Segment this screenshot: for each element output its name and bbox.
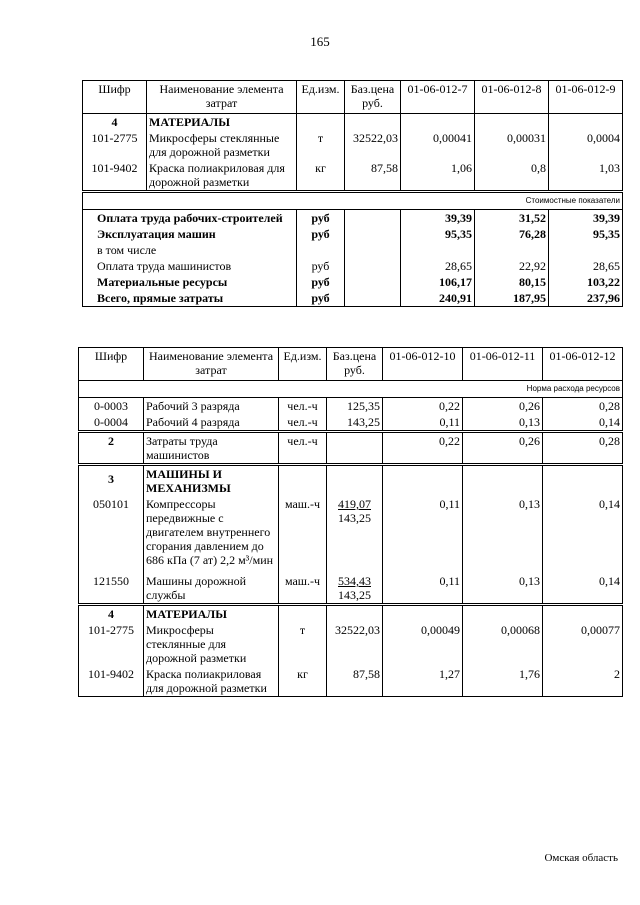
row-price: 125,35 [327,398,383,415]
resource-table-2 [78,347,623,697]
row-price: 87,58 [327,666,383,697]
total-value: 39,39 [401,210,475,227]
total-value: 187,95 [475,290,549,307]
row-value: 1,03 [549,160,623,192]
row-unit: т [297,130,345,160]
section-number: 4 [79,605,144,623]
row-value: 0,13 [463,414,543,432]
total-name: Оплата труда рабочих-строителей [83,210,297,227]
col-header-norm-10: 01-06-012-10 [383,348,463,381]
row-price-sub: 143,25 [338,588,371,602]
total-value: 39,39 [549,210,623,227]
row-unit: кг [279,666,327,697]
total-name: Оплата труда машинистов [83,258,297,274]
total-value: 76,28 [475,226,549,242]
table-row [79,496,623,568]
row-value: 0,11 [383,496,463,568]
row-value: 0,11 [383,568,463,605]
row-code: 101-2775 [79,622,144,666]
total-name: Эксплуатация машин [83,226,297,242]
note-row [83,192,623,210]
row-value: 0,26 [463,398,543,415]
row-unit: т [279,622,327,666]
total-unit: руб [297,210,345,227]
row-value: 0,28 [543,398,623,415]
col-header-norm-7: 01-06-012-7 [401,81,475,114]
table-row [79,432,623,465]
total-value: 95,35 [549,226,623,242]
total-value: 237,96 [549,290,623,307]
section-row [79,465,623,497]
row-value: 0,13 [463,568,543,605]
row-value: 0,14 [543,414,623,432]
col-header-unit: Ед.изм. [279,348,327,381]
row-code: 101-9402 [79,666,144,697]
total-row [83,210,623,227]
total-name: Всего, прямые затраты [83,290,297,307]
row-name: Краска полиакриловая для дорожной разметки [147,160,297,192]
region-footer: Омская область [544,852,618,864]
row-value: 1,06 [401,160,475,192]
col-header-name: Наименование элемента затрат [147,81,297,114]
row-value: 0,00077 [543,622,623,666]
col-header-norm-9: 01-06-012-9 [549,81,623,114]
row-value: 0,13 [463,496,543,568]
row-price: 87,58 [345,160,401,192]
cost-table-1 [82,80,623,307]
total-name: в том числе [83,242,297,258]
total-row [83,226,623,242]
row-price: 32522,03 [345,130,401,160]
total-name: Материальные ресурсы [83,274,297,290]
row-value: 0,22 [383,398,463,415]
section-number: 4 [83,114,147,131]
row-price: 143,25 [327,414,383,432]
col-header-norm-11: 01-06-012-11 [463,348,543,381]
section-title: МАШИНЫ И МЕХАНИЗМЫ [144,465,279,497]
row-value: 2 [543,666,623,697]
row-value: 0,00041 [401,130,475,160]
col-header-name: Наименование элемента затрат [144,348,279,381]
total-row [83,290,623,307]
total-unit: руб [297,274,345,290]
total-value: 95,35 [401,226,475,242]
row-code: 0-0004 [79,414,144,432]
row-code: 121550 [79,568,144,605]
resource-norm-note: Норма расхода ресурсов [79,381,623,398]
total-value: 28,65 [401,258,475,274]
row-price: 419,07 [338,497,371,511]
total-value: 103,22 [549,274,623,290]
row-code: 101-2775 [83,130,147,160]
row-value: 1,27 [383,666,463,697]
col-header-code: Шифр [79,348,144,381]
total-row [83,274,623,290]
section-row [79,605,623,623]
total-row [83,242,623,258]
row-value: 0,22 [383,432,463,465]
row-value: 1,76 [463,666,543,697]
section-title: МАТЕРИАЛЫ [147,114,297,131]
row-unit: маш.-ч [279,496,327,568]
row-name: Компрессоры передвижные с двигателем внутреннего сгорания давлением до 686 кПа (7 ат) 2,2 м³/мин [144,496,279,568]
row-price: 534,43 [338,574,371,588]
total-unit: руб [297,290,345,307]
row-name: Затраты труда машинистов [144,432,279,465]
row-code: 0-0003 [79,398,144,415]
total-row [83,258,623,274]
total-unit: руб [297,258,345,274]
row-price-sub: 143,25 [338,511,371,525]
note-row [79,381,623,398]
table-header-row [79,348,623,381]
row-value: 0,11 [383,414,463,432]
col-header-price: Баз.цена руб. [345,81,401,114]
row-value: 0,26 [463,432,543,465]
table-row [83,130,623,160]
row-name: Рабочий 3 разряда [144,398,279,415]
total-value: 31,52 [475,210,549,227]
total-value: 28,65 [549,258,623,274]
row-unit: чел.-ч [279,414,327,432]
row-name: Рабочий 4 разряда [144,414,279,432]
row-value: 0,00031 [475,130,549,160]
section-number: 3 [79,465,144,497]
row-price: 32522,03 [327,622,383,666]
row-value: 0,00049 [383,622,463,666]
row-value: 0,8 [475,160,549,192]
total-value: 240,91 [401,290,475,307]
section-title: МАТЕРИАЛЫ [144,605,279,623]
col-header-norm-8: 01-06-012-8 [475,81,549,114]
col-header-code: Шифр [83,81,147,114]
table-row [83,160,623,192]
total-value: 22,92 [475,258,549,274]
table-header-row [83,81,623,114]
row-code: 101-9402 [83,160,147,192]
total-value: 80,15 [475,274,549,290]
row-value: 0,00068 [463,622,543,666]
row-code: 050101 [79,496,144,568]
col-header-norm-12: 01-06-012-12 [543,348,623,381]
total-value: 106,17 [401,274,475,290]
row-unit: чел.-ч [279,398,327,415]
row-unit: кг [297,160,345,192]
row-name: Микросферы стеклянные для дорожной разметки [144,622,279,666]
row-value: 0,28 [543,432,623,465]
table-row [79,622,623,666]
table-row [79,398,623,415]
table-row [79,414,623,432]
table-row [79,568,623,605]
row-value: 0,14 [543,496,623,568]
col-header-unit: Ед.изм. [297,81,345,114]
page-number: 165 [310,34,330,49]
cost-indicators-note: Стоимостные показатели [83,192,623,210]
row-unit: чел.-ч [279,432,327,465]
col-header-price: Баз.цена руб. [327,348,383,381]
total-unit: руб [297,226,345,242]
row-code: 2 [79,432,144,465]
row-name: Машины дорожной службы [144,568,279,605]
row-value: 0,0004 [549,130,623,160]
row-unit: маш.-ч [279,568,327,605]
row-name: Микросферы стеклянные для дорожной разметки [147,130,297,160]
table-row [79,666,623,697]
row-value: 0,14 [543,568,623,605]
section-row [83,114,623,131]
row-name: Краска полиакриловая для дорожной разметки [144,666,279,697]
